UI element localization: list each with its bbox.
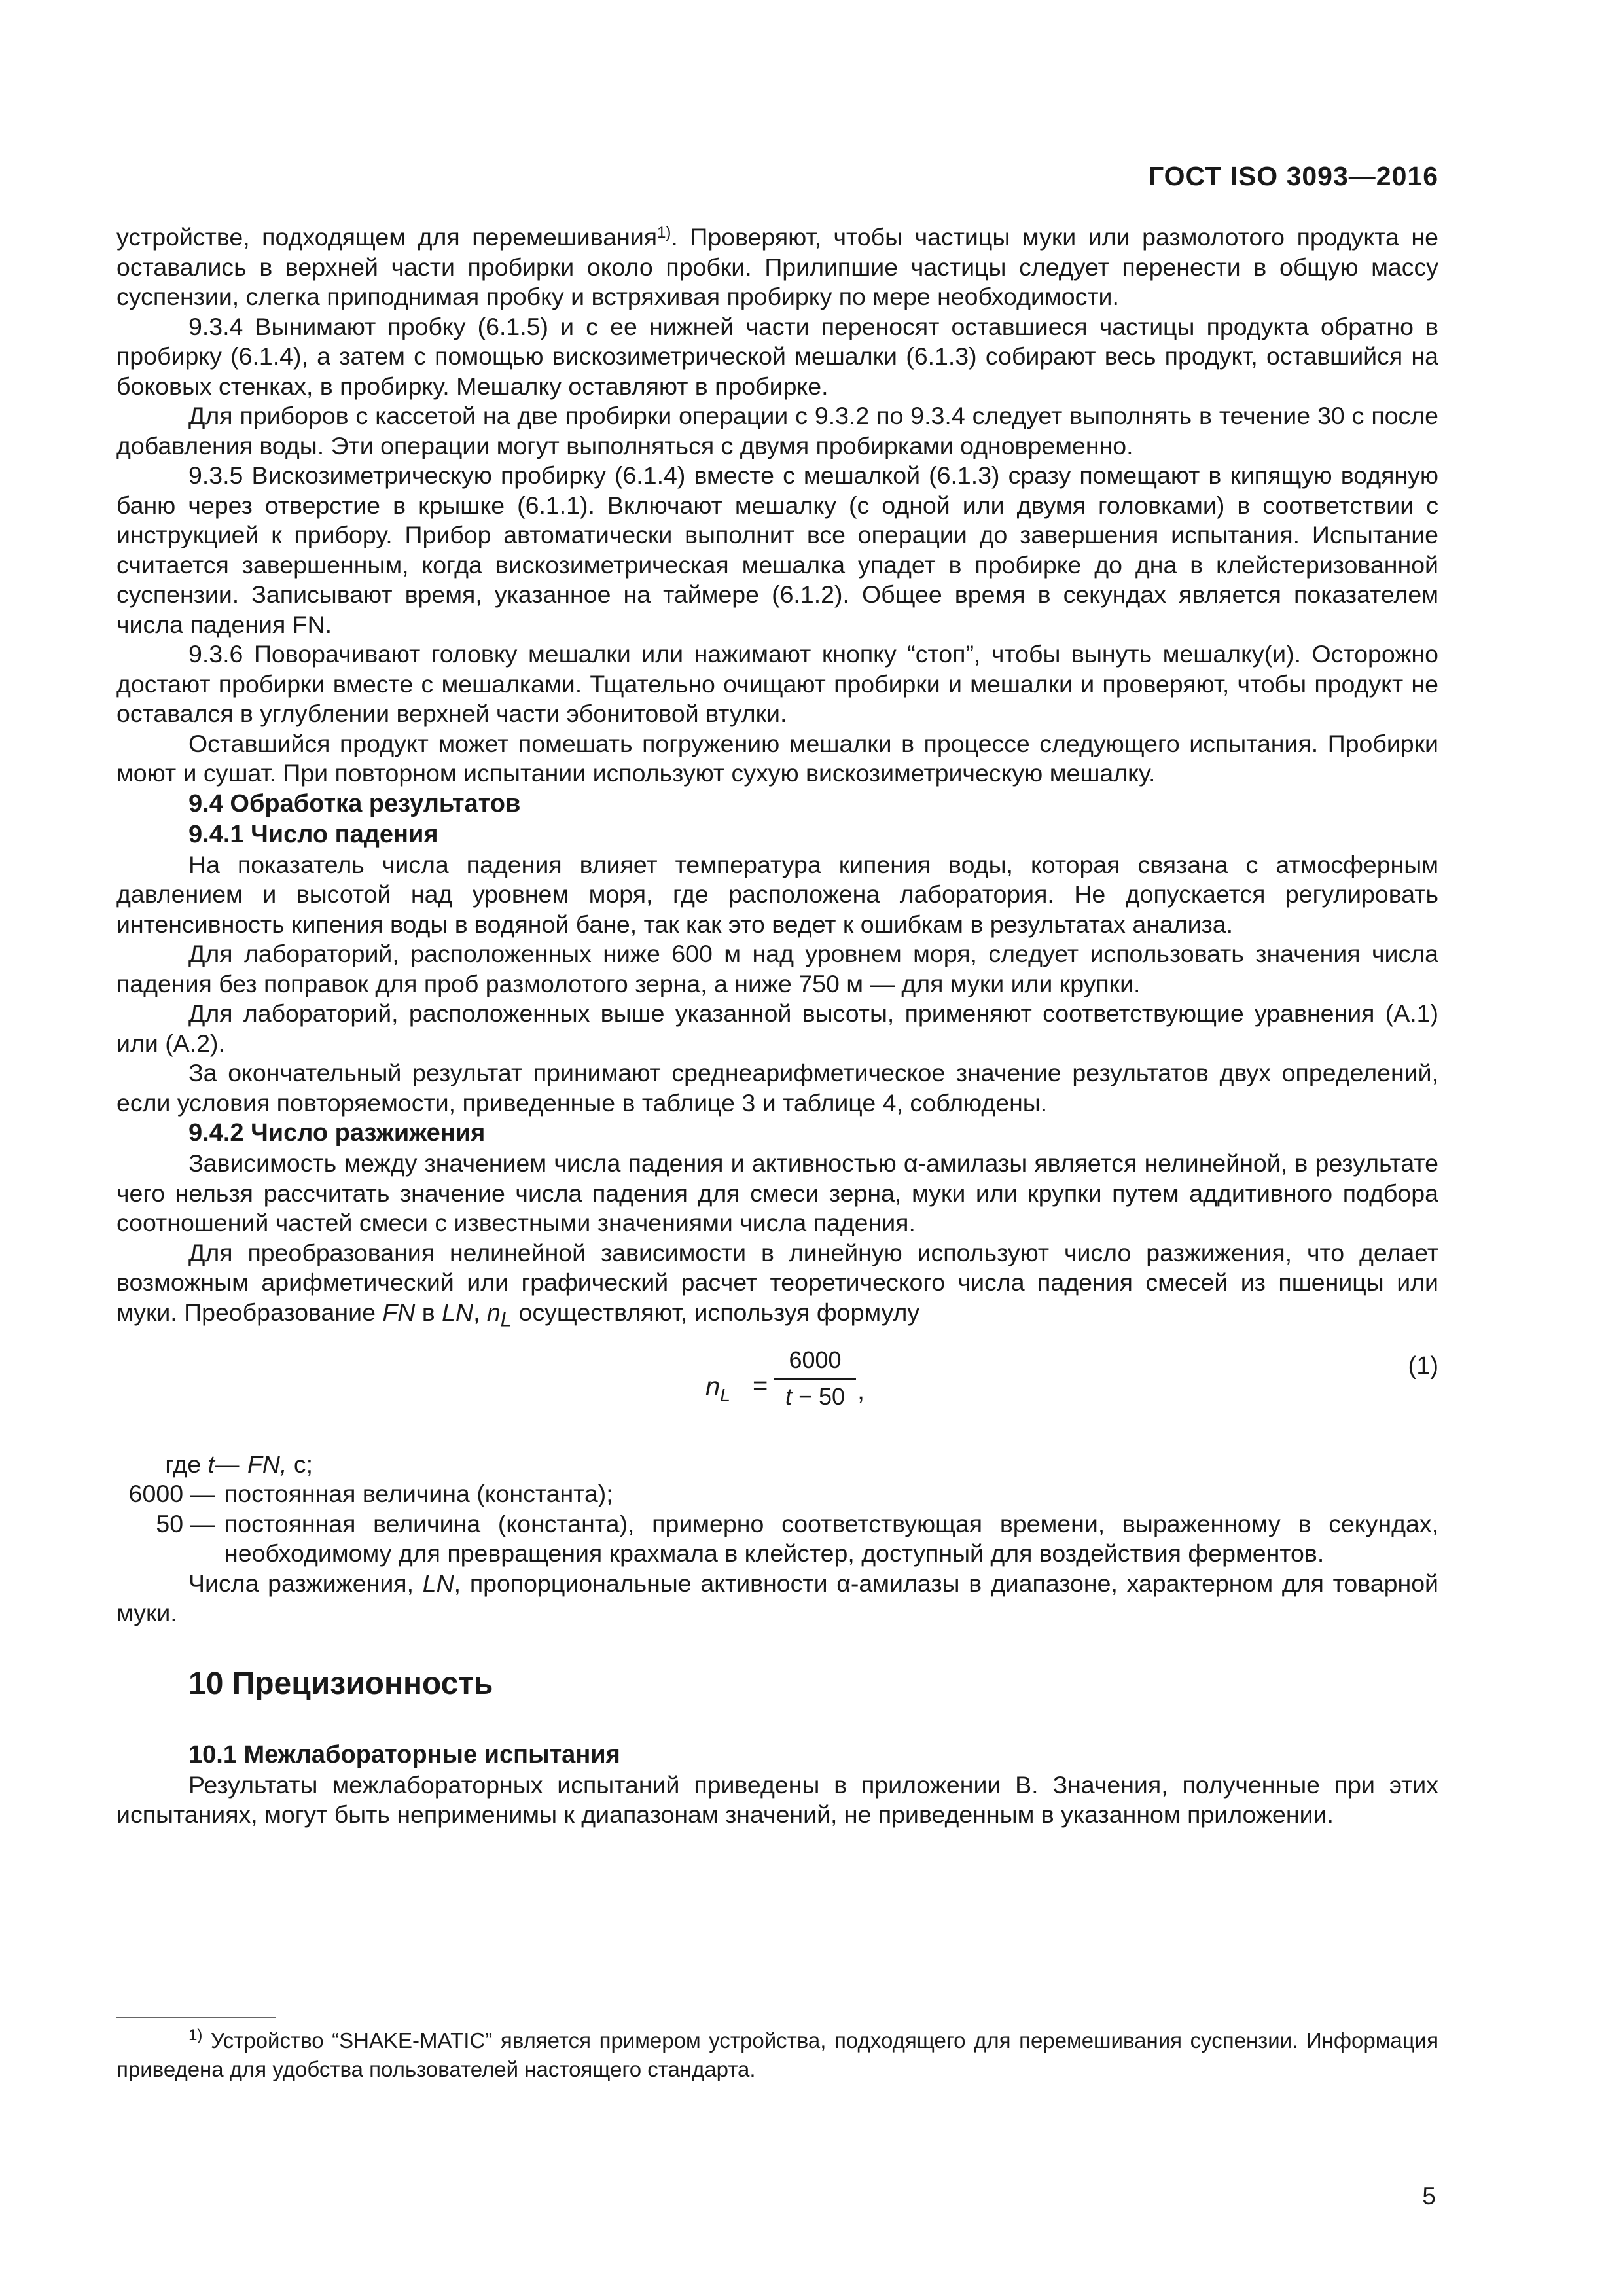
paragraph: Зависимость между значением числа падения и активностью α-амилазы является нелинейной, в результате чего нельзя рассчитать значение числа падения для смеси зерна, муки или крупки путем аддитивного подбора соотношений частей смеси с известными значениями числа падения.: [116, 1149, 1438, 1236]
paragraph-9-3-5: 9.3.5 Вискозиметрическую пробирку (6.1.4) вместе с мешалкой (6.1.3) сразу помещают в кипящую водяную баню через отверстие в крышке (6.1.1). Включают мешалку (с одной или двумя головками) в соответствии с инструкцией к прибору. Прибор автоматически выполнит все операции до завершения испытания. Испытание считается завершенным, когда вискозиметрическая мешалка упадет в пробирке до дна в клейстеризованной суспензии. Записывают время, указанное на таймере (6.1.2). Общее время в секундах является показателем числа падения FN.: [116, 461, 1438, 638]
formula-denominator: t − 50: [785, 1382, 846, 1410]
paragraph: Для приборов с кассетой на две пробирки операции с 9.3.2 по 9.3.4 следует выполнять в течение 30 с после добавления воды. Эти операции могут выполняться с двумя пробирками одновременно.: [116, 402, 1438, 459]
formula-comma: ,: [857, 1376, 865, 1405]
formula-legend: [116, 1450, 1438, 1569]
paragraph: Оставшийся продукт может помешать погружению мешалки в процессе следующего испытания. Пробирки моют и сушат. При повторном испытании используют сухую вискозиметрическую мешалку.: [116, 729, 1438, 787]
formula-number: (1): [1408, 1352, 1438, 1380]
main-content: [116, 223, 1438, 1830]
section-heading-9-4-1: 9.4.1 Число падения: [188, 820, 438, 848]
paragraph-9-3-6: 9.3.6 Поворачивают головку мешалки или нажимают кнопку “стоп”, чтобы вынуть мешалку(и). Осторожно достают пробирки вместе с мешалками. Тщательно очищают пробирки и мешалки и проверяют, чтобы продукт не оставался в углублении верхней части эбонитовой втулки.: [116, 640, 1438, 727]
paragraph: Для лабораторий, расположенных выше указанной высоты, применяют соответствующие уравнения (А.1) или (А.2).: [116, 999, 1438, 1057]
footnote-ref[interactable]: 1): [657, 224, 671, 242]
paragraph: Для лабораторий, расположенных ниже 600 м над уровнем моря, следует использовать значения числа падения без поправок для проб размолотого зерна, а ниже 750 м — для муки или крупки.: [116, 940, 1438, 997]
footnote: $^{1)}$ Устройство “SHAKE-MATIC” является примером устройства, подходящего для перемешивания суспензии. Информация приведена для удобства пользователей настоящего стандарта.: [116, 2026, 1438, 2081]
paragraph-9-3-4: 9.3.4 Вынимают пробку (6.1.5) и с ее нижней части переносят оставшиеся частицы продукта обратно в пробирку (6.1.4), а затем с помощью вискозиметрической мешалки (6.1.3) собирают весь продукт, оставшийся на боковых стенках, в пробирку. Мешалку оставляют в пробирке.: [116, 312, 1438, 400]
section-heading-10-1: 10.1 Межлабораторные испытания: [188, 1740, 620, 1768]
formula-1: [116, 1338, 1438, 1437]
section-heading-10: 10 Прецизионность: [188, 1666, 493, 1701]
section-heading-9-4: 9.4 Обработка результатов: [188, 789, 521, 817]
section-heading-9-4-2: 9.4.2 Число разжижения: [188, 1119, 486, 1147]
footnote-separator: [116, 2017, 276, 2018]
document-header: ГОСТ ISO 3093—2016: [1148, 161, 1438, 191]
footnote-mark: 1): [188, 2026, 203, 2044]
formula-fraction-bar: [774, 1378, 856, 1380]
paragraph: За окончательный результат принимают среднеарифметическое значение результатов двух определений, если условия повторяемости, приведенные в таблице 3 и таблице 4, соблюдены.: [116, 1059, 1438, 1117]
paragraph: Для преобразования нелинейной зависимости в линейную используют число разжижения, что делает возможным арифметический или графический расчет теоретического числа падения смесей из пшеницы или муки. Преобразование FN в LN, $n_L$ осуществляют, используя формулу: [116, 1238, 1438, 1331]
page-number: 5: [1422, 2183, 1436, 2210]
legend-row-t: где t — FN, с;: [165, 1450, 313, 1478]
paragraph: Результаты межлабораторных испытаний приведены в приложении В. Значения, полученные при этих испытаниях, могут быть неприменимы к диапазонам значений, не приведенным в указанном приложении.: [116, 1770, 1438, 1828]
formula-equals: =: [753, 1371, 768, 1400]
legend-row-50: 50 — постоянная величина (константа), примерно соответствующая времени, выраженному в секундах, необходимому для превращения крахмала в клейстер, доступный для воздействия ферментов.: [156, 1509, 1438, 1567]
paragraph: На показатель числа падения влияет температура кипения воды, которая связана с атмосферным давлением и высотой над уровнем моря, где расположена лаборатория. Не допускается регулировать интенсивность кипения воды в водяной бане, так как это ведет к ошибкам в результатах анализа.: [116, 850, 1438, 938]
paragraph: устройстве, подходящем для перемешивания$^{1)}$. Проверяют, чтобы частицы муки или размолотого продукта не оставались в верхней части пробирки около пробки. Прилипшие частицы следует перенести в общую массу суспензии, слегка приподнимая пробку и встряхивая пробирку по мере необходимости.: [116, 223, 1438, 310]
formula-lhs: $n_L$: [705, 1372, 730, 1405]
formula-numerator: 6000: [789, 1346, 842, 1373]
paragraph: Числа разжижения, LN, пропорциональные активности α-амилазы в диапазоне, характерном для товарной муки.: [116, 1569, 1438, 1626]
legend-row-6000: 6000 — постоянная величина (константа);: [128, 1480, 613, 1507]
